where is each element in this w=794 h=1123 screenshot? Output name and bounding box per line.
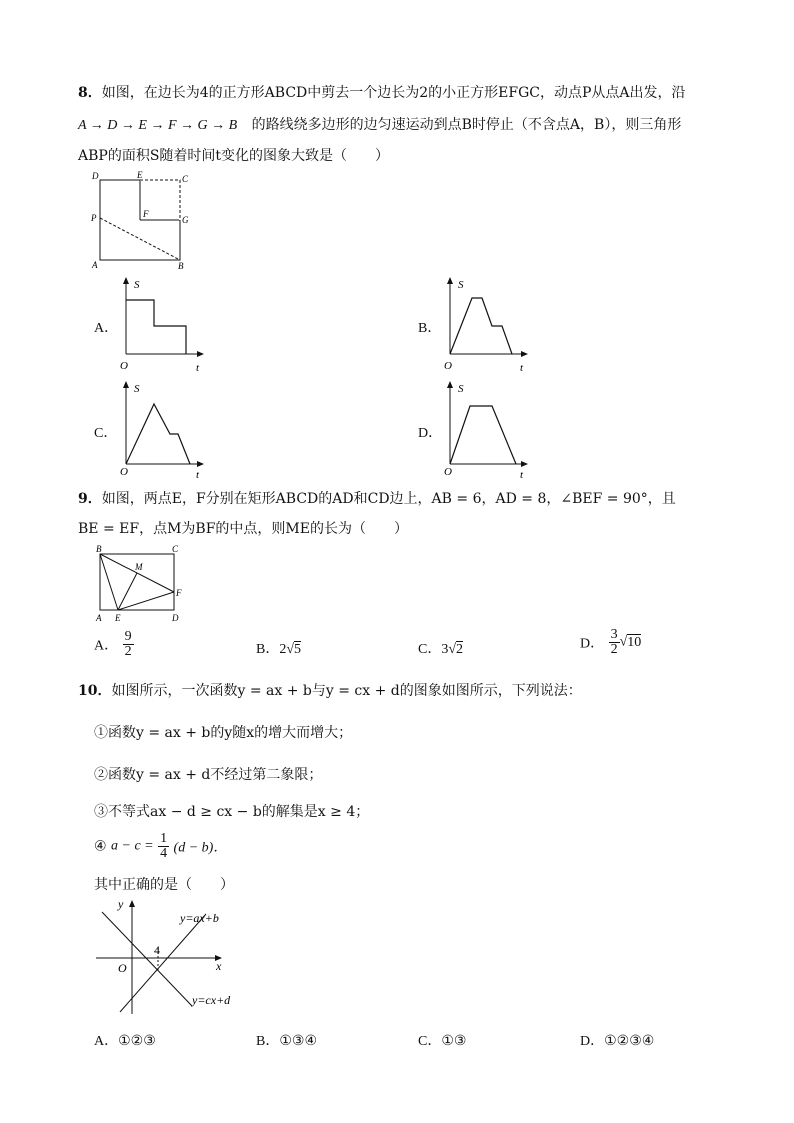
option-text: ①②③ — [118, 1033, 156, 1049]
q8-path: A → D → E → F → G → B — [78, 118, 238, 133]
fraction — [123, 630, 134, 659]
axis-t-label: t — [196, 469, 200, 480]
axis-t-label: t — [520, 362, 524, 374]
q9-stem-line1: 如图，两点E，F分别在矩形ABCD的AD和CD边上，AB = 6，AD = 8，∠BEF = 90°，且 — [101, 491, 676, 507]
origin-label: O — [444, 360, 452, 372]
label-four: 4 — [154, 943, 160, 957]
q10-option-C[interactable] — [418, 1030, 466, 1050]
label-y-ax-b: y=ax+b — [180, 911, 219, 925]
radicand: 5 — [294, 642, 302, 657]
origin-label: O — [120, 466, 128, 478]
q9-line2 — [78, 518, 408, 538]
item4-lhs: a − c = — [111, 838, 154, 854]
q9-figure — [90, 542, 190, 624]
denominator: 4 — [160, 846, 168, 861]
q8-label-B: B — [178, 261, 184, 271]
q9-label-E: E — [115, 613, 121, 623]
option-label: D． — [580, 636, 605, 652]
radicand: 10 — [627, 634, 642, 650]
label-y: y — [118, 897, 124, 911]
q10-option-A[interactable] — [94, 1030, 156, 1050]
q10-line1 — [78, 680, 582, 700]
q8-line2 — [78, 114, 681, 134]
q8-stem-line3: ABP的面积S随着时间t变化的图象大致是（ ） — [78, 148, 390, 164]
axis-s-label: S — [458, 383, 464, 395]
q9-option-C[interactable] — [418, 638, 463, 658]
q8-option-A-graph — [112, 272, 212, 374]
origin-label: O — [120, 360, 128, 372]
q10-number: 10． — [78, 683, 112, 699]
q9-option-B[interactable] — [256, 638, 301, 658]
q8-number: 8． — [78, 85, 102, 101]
q9-label-F: F — [176, 588, 182, 598]
q8-option-D-label: D． — [418, 426, 443, 441]
q8-label-G: G — [182, 215, 189, 225]
option-label: C． — [418, 1034, 442, 1049]
axis-s-label: S — [458, 279, 464, 291]
option-label: B． — [256, 642, 280, 657]
q8-line1 — [78, 82, 686, 102]
q8-option-C-graph — [112, 376, 212, 480]
numerator: 9 — [124, 629, 132, 644]
radical-sign: √ — [448, 642, 457, 657]
q8-label-P: P — [91, 213, 97, 223]
q10-item-2: ②函数y = ax + d不经过第二象限； — [94, 767, 323, 783]
q8-stem-line2: 的路线绕多边形的边匀速运动到点B时停止（不含点A，B），则三角形 — [251, 117, 682, 133]
coefficient: 2 — [279, 642, 287, 657]
q10-item-3: ③不等式ax − d ≥ cx − b的解集是x ≥ 4； — [94, 804, 370, 820]
q8-option-B-label: B． — [418, 321, 442, 336]
q8-option-A-label: A． — [94, 321, 119, 336]
q9-label-M: M — [135, 562, 143, 572]
option-label: B． — [256, 1034, 280, 1049]
axis-t-label: t — [520, 469, 524, 480]
q9-label-C: C — [172, 544, 179, 554]
radical-sign: √ — [619, 634, 628, 650]
radicand: 2 — [456, 642, 464, 657]
q10-stem-line1: 如图所示，一次函数y = ax + b与y = cx + d的图象如图所示，下列说法： — [111, 683, 582, 699]
denominator: 2 — [124, 644, 132, 659]
q10-question: 其中正确的是（ ） — [94, 877, 234, 893]
q10-item-1: ①函数y = ax + b的y随x的增大而增大； — [94, 725, 353, 741]
option-label: A． — [94, 1034, 119, 1049]
q9-label-D: D — [172, 613, 179, 623]
item-prefix: ④ — [94, 838, 107, 855]
option-label: A． — [94, 638, 119, 654]
axis-s-label: S — [134, 279, 140, 291]
q8-label-A: A — [92, 260, 98, 270]
q8-label-F: F — [143, 209, 149, 219]
q9-label-A: A — [96, 613, 102, 623]
option-label: D． — [580, 1034, 605, 1049]
q9-stem-line2: BE = EF，点M为BF的中点，则ME的长为（ ） — [78, 521, 408, 537]
q8-line3 — [78, 145, 389, 165]
q9-option-A[interactable] — [94, 630, 134, 659]
q8-label-E: E — [137, 170, 143, 180]
option-text: ①③④ — [279, 1033, 317, 1049]
fraction — [158, 832, 169, 861]
numerator: 3 — [610, 627, 618, 642]
option-text: ①③ — [441, 1033, 467, 1049]
origin-label: O — [444, 466, 452, 478]
q8-dashed-PB — [100, 218, 180, 260]
axis-t-label: t — [196, 362, 200, 374]
q10-option-D[interactable] — [580, 1030, 654, 1050]
q9-line1 — [78, 488, 676, 508]
q10-item-4 — [94, 832, 227, 861]
q8-stem-line1: 如图，在边长为4的正方形ABCD中剪去一个边长为2的小正方形EFGC，动点P从点A出发，沿 — [101, 85, 686, 101]
fraction — [609, 628, 620, 657]
q10-option-B[interactable] — [256, 1030, 317, 1050]
label-x: x — [216, 959, 222, 973]
q8-figure — [88, 168, 198, 276]
q8-option-D-graph — [436, 376, 536, 480]
numerator: 1 — [160, 831, 168, 846]
q9-option-D[interactable] — [580, 628, 641, 657]
q8-option-C-label: C． — [94, 426, 118, 441]
option-text: ①②③④ — [604, 1033, 655, 1049]
q8-label-C: C — [182, 174, 189, 184]
q8-option-B-graph — [436, 272, 536, 374]
denominator: 2 — [610, 642, 618, 657]
q9-label-B: B — [96, 544, 102, 554]
coefficient: 3 — [441, 642, 449, 657]
radical-sign: √ — [286, 642, 295, 657]
label-origin: O — [118, 961, 127, 975]
option-label: C． — [418, 642, 442, 657]
q9-number: 9． — [78, 491, 102, 507]
axis-s-label: S — [134, 383, 140, 395]
q8-label-D: D — [92, 171, 99, 181]
line-cx-plus-d — [102, 912, 192, 1006]
q10-figure — [92, 894, 252, 1018]
item4-rhs: (d − b)． — [173, 840, 228, 856]
label-y-cx-d: y=cx+d — [192, 993, 231, 1007]
